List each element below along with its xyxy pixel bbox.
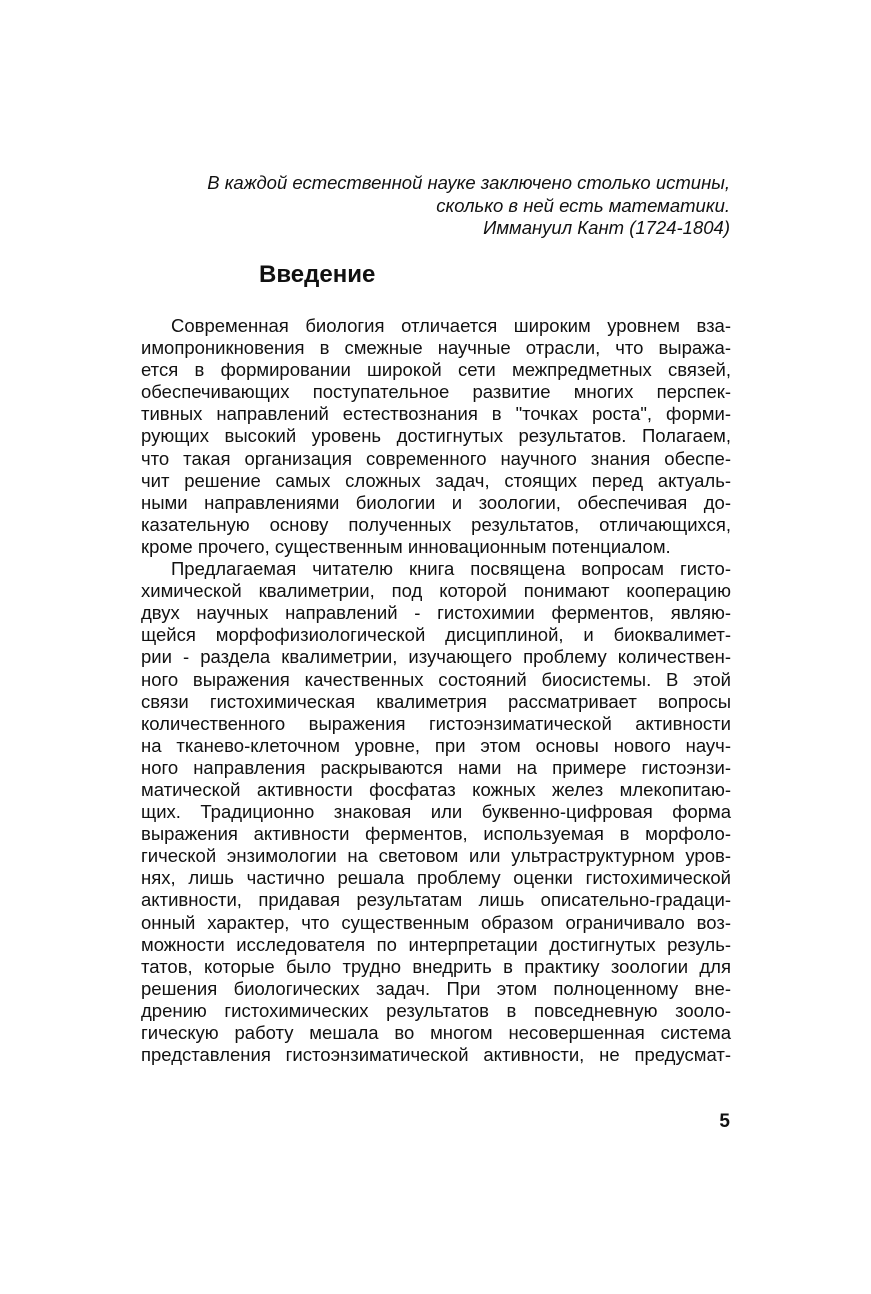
text-line: что такая организация современного научного знания обеспе-: [141, 447, 731, 469]
paragraph: [141, 315, 731, 558]
text-line: ного выражения качественных состояний биосистемы. В этой: [141, 668, 731, 690]
text-line: ными направлениями биологии и зоологии, обеспечивая до-: [141, 491, 731, 513]
text-line: онный характер, что существенным образом ограничивало воз-: [141, 911, 731, 933]
text-line: чит решение самых сложных задач, стоящих перед актуаль-: [141, 469, 731, 491]
text-line: нях, лишь частично решала проблему оценки гистохимической: [141, 867, 731, 889]
text-line: тивных направлений естествознания в "точках роста", форми-: [141, 403, 731, 425]
text-line: имопроникновения в смежные научные отрасли, что выража-: [141, 337, 731, 359]
text-line: Предлагаемая читателю книга посвящена вопросам гисто-: [171, 558, 731, 580]
text-line: активности, придавая результатам лишь описательно-градаци-: [141, 889, 731, 911]
text-line: связи гистохимическая квалиметрия рассматривает вопросы: [141, 690, 731, 712]
text-line: гической энзимологии на световом или ультраструктурном уров-: [141, 845, 731, 867]
text-line: обеспечивающих поступательное развитие многих перспек-: [141, 381, 731, 403]
body-text: [141, 315, 731, 1066]
text-line: химической квалиметрии, под которой понимают кооперацию: [141, 580, 731, 602]
paragraph: [141, 558, 731, 1066]
epigraph-line: сколько в ней есть математики.: [436, 194, 730, 216]
epigraph: [130, 172, 730, 240]
text-line: выражения активности ферментов, используемая в морфоло-: [141, 823, 731, 845]
text-line: дрению гистохимических результатов в повседневную зооло-: [141, 999, 731, 1021]
text-line: рующих высокий уровень достигнутых результатов. Полагаем,: [141, 425, 731, 447]
text-line: двух научных направлений - гистохимии ферментов, являю-: [141, 602, 731, 624]
text-line: татов, которые было трудно внедрить в практику зоологии для: [141, 955, 731, 977]
text-line: решения биологических задач. При этом полноценному вне-: [141, 977, 731, 999]
page-number: 5: [719, 1111, 730, 1132]
text-line: можности исследователя по интерпретации достигнутых резуль-: [141, 933, 731, 955]
text-line: щейся морфофизиологической дисциплиной, и биоквалимет-: [141, 624, 731, 646]
text-line: ется в формировании широкой сети межпредметных связей,: [141, 359, 731, 381]
text-line: на тканево-клеточном уровне, при этом основы нового науч-: [141, 734, 731, 756]
text-line: гическую работу мешала во многом несовершенная система: [141, 1022, 731, 1043]
text-line: рии - раздела квалиметрии, изучающего проблему количествен-: [141, 646, 731, 668]
text-line: кроме прочего, существенным инновационным потенциалом.: [141, 535, 671, 557]
text-line: представления гистоэнзиматической активности, не предусмат-: [141, 1044, 731, 1066]
chapter-title: Введение: [259, 261, 376, 288]
epigraph-line: В каждой естественной науке заключено столько истины,: [207, 172, 730, 193]
text-line: матической активности фосфатаз кожных желез млекопитаю-: [141, 778, 731, 800]
text-line: казательную основу полученных результатов, отличающихся,: [141, 513, 731, 535]
text-line: ного направления раскрываются нами на примере гистоэнзи-: [141, 756, 731, 778]
text-line: количественного выражения гистоэнзиматической активности: [141, 712, 731, 734]
text-line: щих. Традиционно знаковая или буквенно-цифровая форма: [141, 801, 731, 823]
epigraph-attribution: Иммануил Кант (1724-1804): [483, 217, 730, 238]
text-line: Современная биология отличается широким уровнем вза-: [171, 315, 731, 336]
